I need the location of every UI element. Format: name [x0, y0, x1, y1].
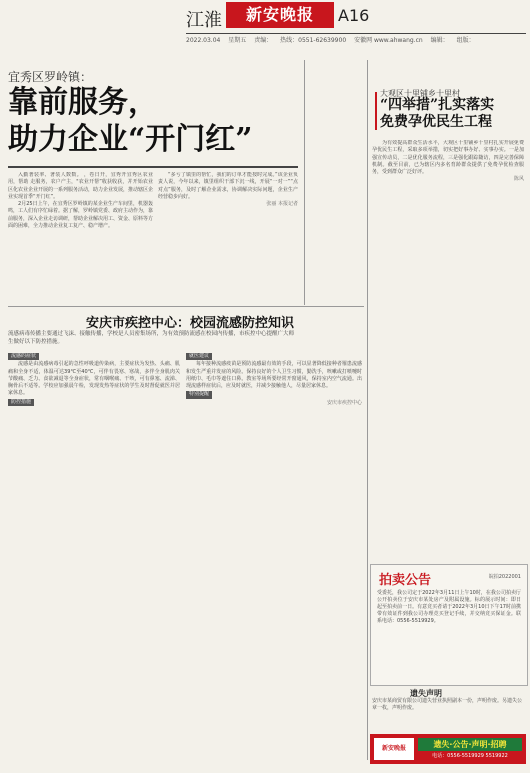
masthead-rule	[186, 33, 526, 34]
side-kicker: 大观区十里铺乡十里村	[380, 89, 460, 98]
school-col-2	[186, 352, 362, 764]
banner-logo: 新安晚报	[374, 738, 414, 760]
main-kicker: 宜秀区罗岭镇：	[8, 70, 93, 84]
meta-weekday: 星期五	[228, 37, 247, 44]
masthead-meta	[186, 35, 526, 44]
side-byline: 陈风	[513, 176, 524, 183]
side-accent-bar	[375, 92, 377, 130]
headline-line-2: 助力企业“开门红”	[8, 122, 253, 157]
main-paragraph-3: “多亏了镇里的帮忙，我们的订单才能按时完成。”该企业负责人说，今年以来，镇里组织干部下沉一线，开展“一对一”“点对点”服务，及时了解企业需求，协调解决实际问题，企业生产经营稳步向好。	[158, 172, 298, 200]
school-paragraph-1: 流感是由流感病毒引起的急性呼吸道传染病，主要症状为发热、头痛、肌痛和全身不适，体温可达39℃至40℃，可伴有畏寒、寒战，多伴全身肌肉关节酸痛、乏力、食欲减退等全身症状，常有咽喉痛、干咳，可有鼻塞、流涕、胸骨后不适等。学校应加强晨午检，发现发热等症状的学生及时督促就医并居家休息。	[8, 361, 180, 397]
right-column-divider	[367, 60, 368, 760]
banner-phone: 电话：0556-5519929 5519922	[432, 753, 508, 759]
main-headline	[8, 84, 278, 158]
tag-reminder: 特别提醒	[186, 391, 212, 398]
school-byline: 安庆市疾控中心	[326, 399, 362, 406]
side-paragraph: 为有效提高群众生活水平，大观区十里铺乡十里村扎实开展免费孕优民生工程，采取多项举措，切实把好事办好、实事办实。一是加强宣传动员，二是优化服务流程，三是强化跟踪随访，四是完善保障机制。截至目前，已为辖区内多名育龄群众提供了免费孕优检查服务，受到群众广泛好评。	[372, 140, 524, 176]
auction-label: 皖拍2022001	[488, 574, 521, 580]
side-headline-line-1: “四举措”扎实落实	[380, 97, 495, 113]
meta-date: 2022.03.04	[186, 37, 221, 44]
side-headline	[380, 97, 520, 131]
main-paragraph-1: 入勤著装率、著装人数数。 ，卷日开，宜秀开宜秀区农业用，帮助 走服务，农户产主，"农业开帮”收获收获，并开始农业区化农业企业开展的一系列服务活动，助力企业发展，推动辖区企业实现首季“开门红”。	[8, 172, 153, 200]
page-number: A16	[338, 6, 370, 25]
column-divider	[304, 60, 305, 305]
tag-prevention: 防控措施	[8, 399, 34, 406]
school-paragraph-2: 每年接种流感疫苗是预防流感最有效的手段，可以显著降低接种者罹患流感和发生严重并发症的风险。保持良好的个人卫生习惯，勤洗手，咳嗽或打喷嚏时用纸巾、毛巾等遮住口鼻。教室等场所要经常开窗通风，保持室内空气流通。出现流感样症状后，应及时就医，并减少接触他人，尽量居家休息。	[186, 361, 362, 390]
auction-title: 拍卖公告	[379, 573, 432, 588]
meta-hotline: 热线：0551-62639900	[280, 37, 347, 44]
notice-title: 遗失声明	[410, 689, 442, 698]
school-intro: 流感病毒传播主要通过飞沫、接触传播，学校是人员密集场所，为有效预防流感在校园内传播，市疾控中心提醒广大师生做好以下防控措施。	[8, 331, 295, 345]
classified-banner	[370, 734, 526, 764]
headline-line-1: 靠前服务，	[8, 85, 158, 120]
banner-slogan: 遗失·公告·声明·招聘	[418, 738, 522, 751]
main-col-1	[8, 172, 153, 300]
school-col-1	[8, 352, 180, 764]
auction-text: 受委托，我公司定于2022年3月11日上午10时，在我公司拍卖厅公开拍卖位于安庆市某处房产及附属设施。标的展示时间：即日起至拍卖前一日。有意竞买者请于2022年3月10日下午17时前携带有效证件到我公司办理竞买登记手续，并交纳竞买保证金。联系电话：0556-5519929。	[377, 590, 521, 624]
side-body	[372, 140, 524, 560]
side-headline-line-2: 免费孕优民生工程	[380, 114, 492, 130]
school-headline: 安庆市疾控中心：校园流感防控知识	[86, 316, 295, 331]
main-byline: 张丽 本报记者	[266, 201, 298, 208]
tag-medical: 就医建议	[186, 353, 212, 360]
tag-symptoms: 流感的症状	[8, 353, 39, 360]
meta-editor2: 编辑：	[430, 37, 449, 44]
notice-text: 安庆市某商贸有限公司遗失营业执照副本一份，声明作废。另遗失公章一枚，声明作废。	[372, 698, 523, 711]
meta-website: 安徽网 www.ahwang.cn	[354, 37, 423, 44]
auction-ad	[370, 564, 528, 686]
section-name: 江淮	[186, 10, 222, 31]
newspaper-logo: 新安晚报	[226, 2, 334, 28]
main-col-2	[158, 172, 298, 300]
section-divider	[8, 306, 364, 307]
meta-layout: 组版：	[456, 37, 475, 44]
main-paragraph-2: 2月25日上午，在宜秀区罗岭镇的某企业生产车间里，机器轰鸣，工人们有序忙碌着。据了解，罗岭镇党委、政府主动作为，靠前服务，深入企业走访调研，帮助企业解决用工、资金、原料等方面的困难，全力推动企业复工复产、稳产增产。	[8, 201, 153, 230]
headline-rule	[8, 166, 298, 168]
meta-editor: 责编：	[254, 37, 273, 44]
